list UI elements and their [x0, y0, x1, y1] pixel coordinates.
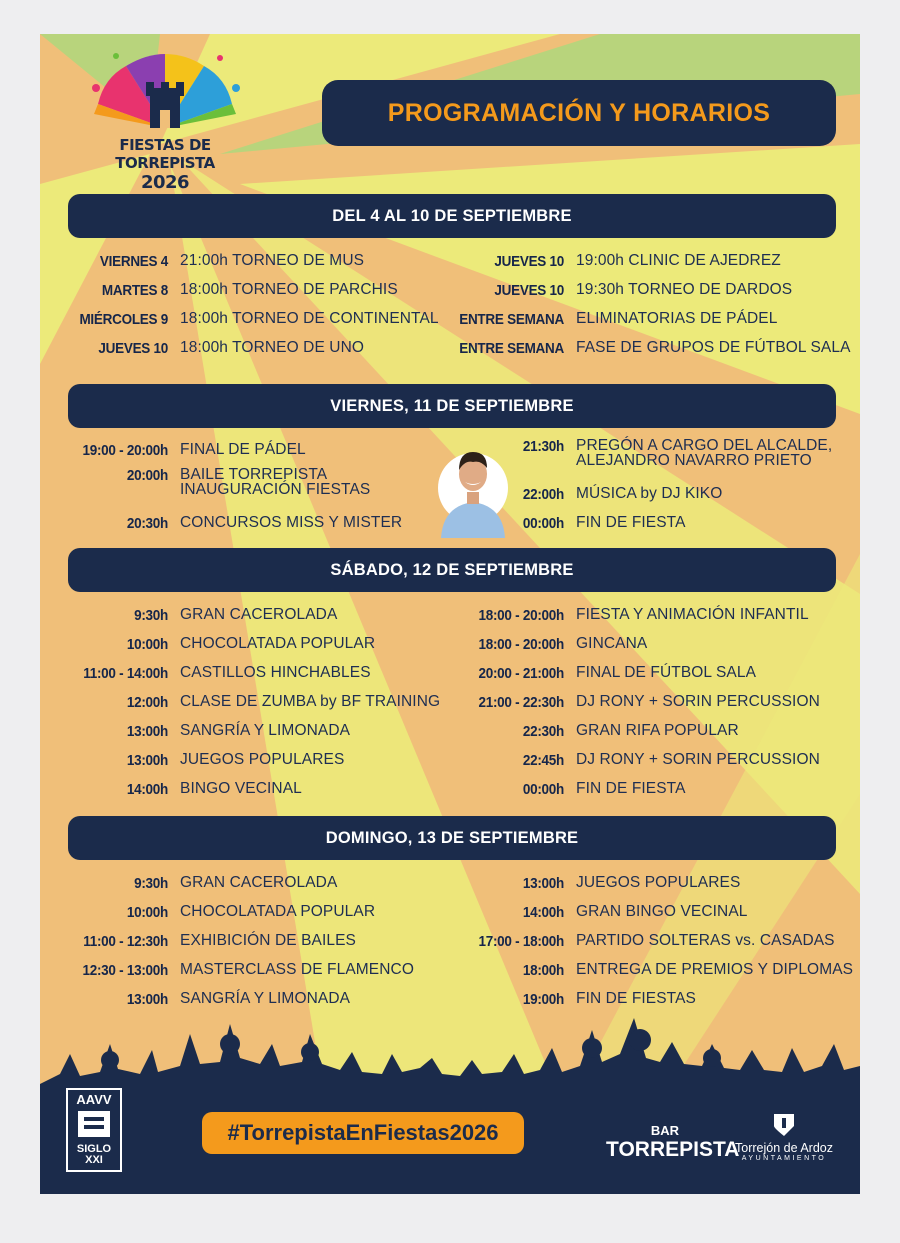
- event-name: PARTIDO SOLTERAS vs. CASADAS: [576, 932, 835, 949]
- event-time: 19:00 - 20:00h: [82, 441, 168, 459]
- event-name: ELIMINATORIAS DE PÁDEL: [576, 310, 778, 327]
- schedule-row: [436, 661, 756, 685]
- event-time: 20:00h: [126, 467, 168, 484]
- event-name: FIN DE FIESTA: [576, 514, 686, 531]
- section-header-saturday: [68, 548, 836, 592]
- schedule-row: [40, 249, 364, 273]
- event-time: 13:00h: [126, 722, 168, 740]
- section-title: DEL 4 AL 10 DE SEPTIEMBRE: [332, 206, 572, 225]
- event-time: 10:00h: [126, 903, 168, 921]
- schedule-row: [436, 748, 820, 772]
- event-name: DJ RONY + SORIN PERCUSSION: [576, 751, 820, 768]
- schedule-row: [436, 336, 851, 360]
- hashtag-banner: [202, 1112, 524, 1154]
- event-time: 9:30h: [134, 874, 168, 892]
- crowd-silhouette: [40, 1014, 860, 1194]
- ayuntamiento-logo: [730, 1110, 838, 1162]
- event-time: 21:30h: [522, 438, 564, 455]
- section-title: SÁBADO, 12 DE SEPTIEMBRE: [330, 560, 574, 579]
- schedule-row: [40, 987, 350, 1011]
- aavv-bottom1: SIGLO: [76, 1143, 112, 1155]
- fan-logo-graphic: [86, 48, 244, 138]
- schedule-row: [436, 900, 747, 924]
- aavv-bottom2: XXI: [85, 1154, 103, 1166]
- event-name: JUEGOS POPULARES: [180, 751, 345, 768]
- aavv-top: AAVV: [76, 1092, 112, 1107]
- event-time: 18:00 - 20:00h: [478, 635, 564, 653]
- schedule-row: [40, 278, 398, 302]
- event-name: JUEGOS POPULARES: [576, 874, 741, 891]
- event-name: FIN DE FIESTA: [576, 780, 686, 797]
- event-name: CHOCOLATADA POPULAR: [180, 903, 376, 920]
- event-time: 18:00h: [522, 961, 564, 979]
- schedule-row: [436, 690, 820, 714]
- section-header-sunday: [68, 816, 836, 860]
- event-time: 00:00h: [522, 514, 564, 532]
- event-name: DJ RONY + SORIN PERCUSSION: [576, 693, 820, 710]
- schedule-row: [40, 511, 402, 535]
- event-name: FINAL DE PÁDEL: [180, 441, 306, 458]
- event-name: MÚSICA by DJ KIKO: [576, 485, 723, 502]
- schedule-row: [40, 661, 371, 685]
- event-name: SANGRÍA Y LIMONADA: [180, 990, 351, 1007]
- event-name: GRAN CACEROLADA: [180, 606, 338, 623]
- event-time: MARTES 8: [101, 281, 168, 299]
- schedule-row: [436, 719, 739, 743]
- event-time: 9:30h: [134, 606, 168, 624]
- schedule-row: [40, 603, 337, 627]
- section-title: DOMINGO, 13 DE SEPTIEMBRE: [325, 828, 579, 847]
- event-name: 18:00h TORNEO DE UNO: [180, 339, 365, 356]
- event-name: FIESTA Y ANIMACIÓN INFANTIL: [576, 606, 809, 623]
- schedule-row: [40, 958, 414, 982]
- event-name: CHOCOLATADA POPULAR: [180, 635, 376, 652]
- schedule-row: [40, 307, 439, 331]
- section-title: VIERNES, 11 DE SEPTIEMBRE: [330, 396, 574, 415]
- section-header-friday: [68, 384, 836, 428]
- ayto-line1: Torrejón de Ardoz: [735, 1141, 833, 1155]
- fiestas-logo: [86, 48, 244, 198]
- event-name: CASTILLOS HINCHABLES: [180, 664, 371, 681]
- event-time: 12:30 - 13:00h: [82, 961, 168, 979]
- event-name: CONCURSOS MISS Y MISTER: [180, 514, 403, 531]
- schedule-row: [436, 958, 853, 982]
- event-time: JUEVES 10: [494, 252, 564, 270]
- event-time: 22:45h: [522, 751, 564, 769]
- hashtag: #TorrepistaEnFiestas2026: [227, 1120, 499, 1145]
- event-time: VIERNES 4: [99, 252, 168, 270]
- event-time: JUEVES 10: [98, 339, 168, 357]
- schedule-row: [40, 719, 350, 743]
- event-time: 13:00h: [126, 990, 168, 1008]
- event-line1: PREGÓN A CARGO DEL ALCALDE,: [576, 437, 833, 454]
- schedule-row: [436, 987, 696, 1011]
- event-time: 14:00h: [126, 780, 168, 798]
- schedule-row: [40, 690, 440, 714]
- event-time: ENTRE SEMANA: [459, 310, 564, 328]
- event-name: SANGRÍA Y LIMONADA: [180, 722, 351, 739]
- event-time: ENTRE SEMANA: [459, 339, 564, 357]
- schedule-row: [40, 900, 375, 924]
- schedule-row: [436, 438, 832, 472]
- event-time: 20:00 - 21:00h: [478, 664, 564, 682]
- section-header-week: [68, 194, 836, 238]
- event-name: GRAN BINGO VECINAL: [576, 903, 748, 920]
- schedule-row: [40, 438, 306, 462]
- event-time: 21:00 - 22:30h: [478, 693, 564, 711]
- schedule-row: [436, 603, 809, 627]
- event-name: GINCANA: [576, 635, 648, 652]
- schedule-row: [436, 929, 835, 953]
- event-time: 11:00 - 14:00h: [83, 664, 168, 682]
- event-time: 13:00h: [126, 751, 168, 769]
- event-name: CLASE DE ZUMBA by BF TRAINING: [180, 693, 441, 710]
- event-time: 17:00 - 18:00h: [478, 932, 564, 950]
- logo-line2: TORREPISTA: [115, 154, 215, 172]
- ayto-line2: AYUNTAMIENTO: [741, 1155, 827, 1162]
- schedule-row: [436, 777, 686, 801]
- schedule-row: [40, 871, 337, 895]
- event-name: FINAL DE FÚTBOL SALA: [576, 664, 757, 681]
- event-time: 14:00h: [522, 903, 564, 921]
- page-title-banner: [322, 80, 836, 146]
- event-time: MIÉRCOLES 9: [79, 310, 168, 328]
- bar-line1: BAR: [650, 1123, 680, 1138]
- event-name: GRAN CACEROLADA: [180, 874, 338, 891]
- event-name: 19:30h TORNEO DE DARDOS: [576, 281, 793, 298]
- event-line2: INAUGURACIÓN FIESTAS: [180, 481, 371, 498]
- event-time: 22:00h: [522, 485, 564, 503]
- schedule-row: [40, 777, 302, 801]
- event-time: 13:00h: [522, 874, 564, 892]
- event-time: 00:00h: [522, 780, 564, 798]
- schedule-row: [40, 748, 344, 772]
- schedule-row: [40, 467, 370, 501]
- event-name: MASTERCLASS DE FLAMENCO: [180, 961, 414, 978]
- event-name: FIN DE FIESTAS: [576, 990, 696, 1007]
- event-name: 19:00h CLINIC DE AJEDREZ: [576, 252, 781, 269]
- event-line2: ALEJANDRO NAVARRO PRIETO: [576, 452, 812, 469]
- logo-year: 2026: [140, 172, 190, 193]
- event-name: EXHIBICIÓN DE BAILES: [180, 932, 356, 949]
- bar-line2: TORREPISTA: [606, 1138, 740, 1161]
- event-time: 19:00h: [522, 990, 564, 1008]
- event-time: 10:00h: [126, 635, 168, 653]
- schedule-row: [436, 307, 777, 331]
- schedule-row: [436, 482, 722, 506]
- schedule-row: [40, 929, 356, 953]
- event-time: 20:30h: [126, 514, 168, 532]
- festival-poster: [40, 34, 860, 1194]
- event-name: ENTREGA DE PREMIOS Y DIPLOMAS: [576, 961, 854, 978]
- event-line1: BAILE TORREPISTA: [180, 466, 328, 483]
- schedule-row: [436, 511, 686, 535]
- castle-icon: [74, 1107, 114, 1139]
- logo-line1: FIESTAS DE: [119, 136, 211, 154]
- schedule-row: [436, 871, 740, 895]
- bar-torrepista-logo: [606, 1123, 740, 1162]
- page-title: PROGRAMACIÓN Y HORARIOS: [387, 98, 771, 127]
- schedule-row: [436, 249, 781, 273]
- schedule-row: [40, 336, 364, 360]
- event-name: [180, 467, 370, 497]
- schedule-row: [40, 632, 375, 656]
- event-name: BINGO VECINAL: [180, 780, 302, 797]
- event-name: [576, 438, 832, 468]
- event-name: 18:00h TORNEO DE CONTINENTAL: [180, 310, 439, 327]
- event-name: 18:00h TORNEO DE PARCHIS: [180, 281, 398, 298]
- event-time: 11:00 - 12:30h: [83, 932, 168, 950]
- event-time: 18:00 - 20:00h: [478, 606, 564, 624]
- schedule-row: [436, 278, 792, 302]
- event-time: 22:30h: [522, 722, 564, 740]
- event-name: 21:00h TORNEO DE MUS: [180, 252, 365, 269]
- event-time: JUEVES 10: [494, 281, 564, 299]
- aavv-logo: [66, 1088, 122, 1172]
- event-name: FASE DE GRUPOS DE FÚTBOL SALA: [576, 339, 851, 356]
- crest-icon: [772, 1110, 796, 1136]
- event-time: 12:00h: [126, 693, 168, 711]
- event-name: GRAN RIFA POPULAR: [576, 722, 739, 739]
- schedule-row: [436, 632, 647, 656]
